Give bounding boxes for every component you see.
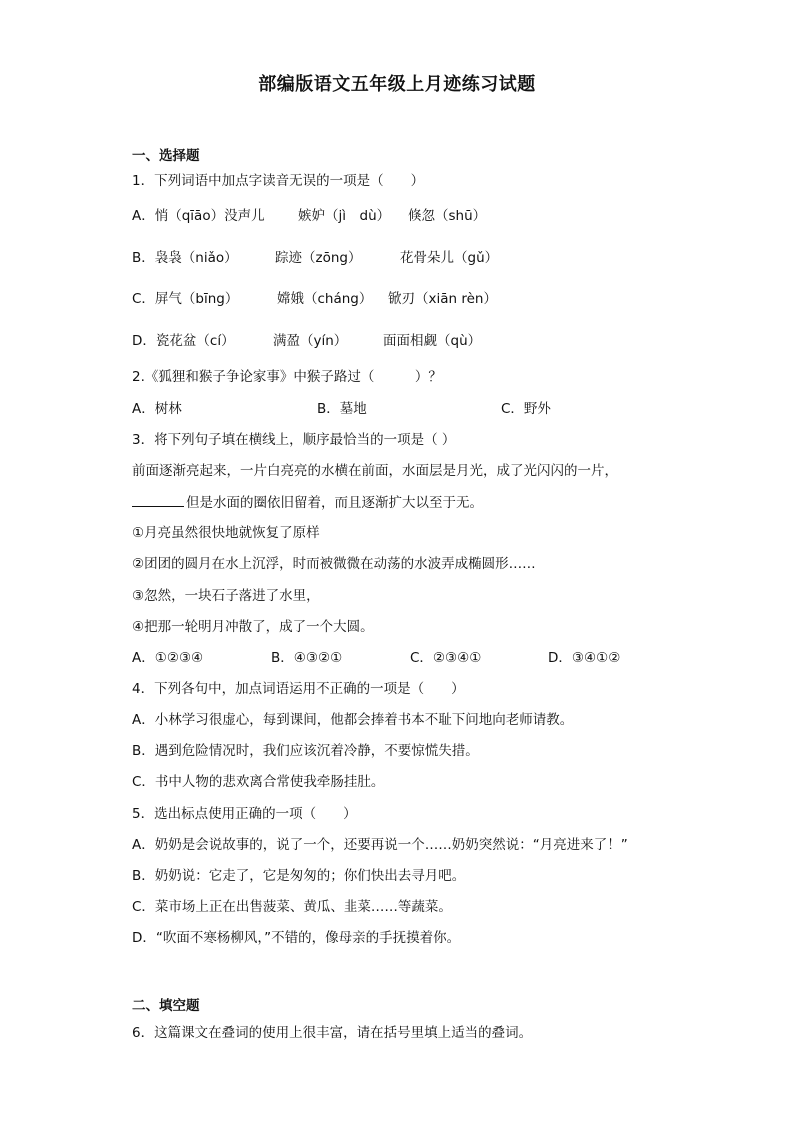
q1-c-word-2: 嫦娥（cháng）	[277, 291, 373, 307]
q1-d-word-2: 满盈（yín）	[273, 333, 348, 349]
q1-d-word-3: 面面相觑（qù）	[383, 333, 482, 349]
page-title: 部编版语文五年级上月迹练习试题	[258, 74, 536, 95]
q3-option-b: B．④③②①	[271, 650, 343, 666]
question-3-item-3: ③忽然，一块石子落进了水里，	[132, 588, 320, 604]
q2-option-a: A．树林	[132, 401, 182, 417]
question-6-stem: 6．这篇课文在叠词的使用上很丰富，请在括号里填上适当的叠词。	[132, 1025, 533, 1041]
q1-d-word-1: D．瓷花盆（cí）	[132, 333, 235, 349]
question-5-option-a: A．奶奶是会说故事的，说了一个，还要再说一个……奶奶突然说：“月亮进来了！”	[132, 837, 628, 853]
section-heading-choice: 一、选择题	[132, 148, 200, 164]
question-1-stem: 1．下列词语中加点字读音无误的一项是（ ）	[132, 173, 425, 189]
q2-option-b: B．墓地	[317, 401, 367, 417]
q1-b-word-1: B．袅袅（niǎo）	[132, 250, 238, 266]
question-3-item-2: ②团团的圆月在水上沉浮，时而被微微在动荡的水波弄成椭圆形……	[132, 556, 536, 572]
q1-b-word-2: 踪迹（zōng）	[275, 250, 362, 266]
question-5-option-c: C．菜市场上正在出售菠菜、黄瓜、韭菜……等蔬菜。	[132, 899, 452, 915]
question-4-stem: 4．下列各句中，加点词语运用不正确的一项是（ ）	[132, 681, 465, 697]
question-3-stem: 3．将下列句子填在横线上，顺序最恰当的一项是（ ）	[132, 432, 456, 448]
question-3-passage-line-1: 前面逐渐亮起来，一片白亮亮的水横在前面，水面层是月光，成了光闪闪的一片，	[132, 463, 618, 479]
question-3-item-4: ④把那一轮明月冲散了，成了一个大圆。	[132, 619, 374, 635]
q3-option-a: A．①②③④	[132, 650, 204, 666]
question-5-option-b: B．奶奶说：它走了，它是匆匆的；你们快出去寻月吧。	[132, 868, 466, 884]
q1-a-word-3: 倏忽（shū）	[408, 208, 487, 224]
question-5-stem: 5．选出标点使用正确的一项（ ）	[132, 806, 357, 822]
q1-c-word-1: C．屏气（bīng）	[132, 291, 239, 307]
question-4-option-b: B．遇到危险情况时，我们应该沉着冷静，不要惊慌失措。	[132, 743, 479, 759]
fill-blank-line	[132, 493, 184, 507]
question-4-option-c: C．书中人物的悲欢离合常使我牵肠挂肚。	[132, 774, 385, 790]
q1-a-word-1: A．悄（qīāo）没声儿	[132, 208, 265, 224]
q1-c-word-3: 锨刃（xiān rèn）	[388, 291, 497, 307]
section-heading-fill: 二、填空题	[132, 998, 200, 1014]
question-3-passage-tail: 但是水面的圈依旧留着，而且逐渐扩大以至于无。	[186, 495, 483, 511]
question-3-item-1: ①月亮虽然很快地就恢复了原样	[132, 525, 320, 541]
q2-option-c: C．野外	[501, 401, 551, 417]
q1-b-word-3: 花骨朵儿（gǔ）	[400, 250, 499, 266]
question-5-option-d: D．“吹面不寒杨柳风，”不错的，像母亲的手抚摸着你。	[132, 930, 461, 946]
question-3-passage-line-2	[132, 493, 483, 512]
q3-option-c: C．②③④①	[410, 650, 482, 666]
q3-option-d: D．③④①②	[548, 650, 621, 666]
question-4-option-a: A．小林学习很虚心，每到课间，他都会捧着书本不耻下问地向老师请教。	[132, 712, 574, 728]
q1-a-word-2: 嫉妒（jì dù）	[298, 208, 391, 224]
question-2-stem: 2.《狐狸和猴子争论家事》中猴子路过（ ）？	[132, 369, 442, 385]
